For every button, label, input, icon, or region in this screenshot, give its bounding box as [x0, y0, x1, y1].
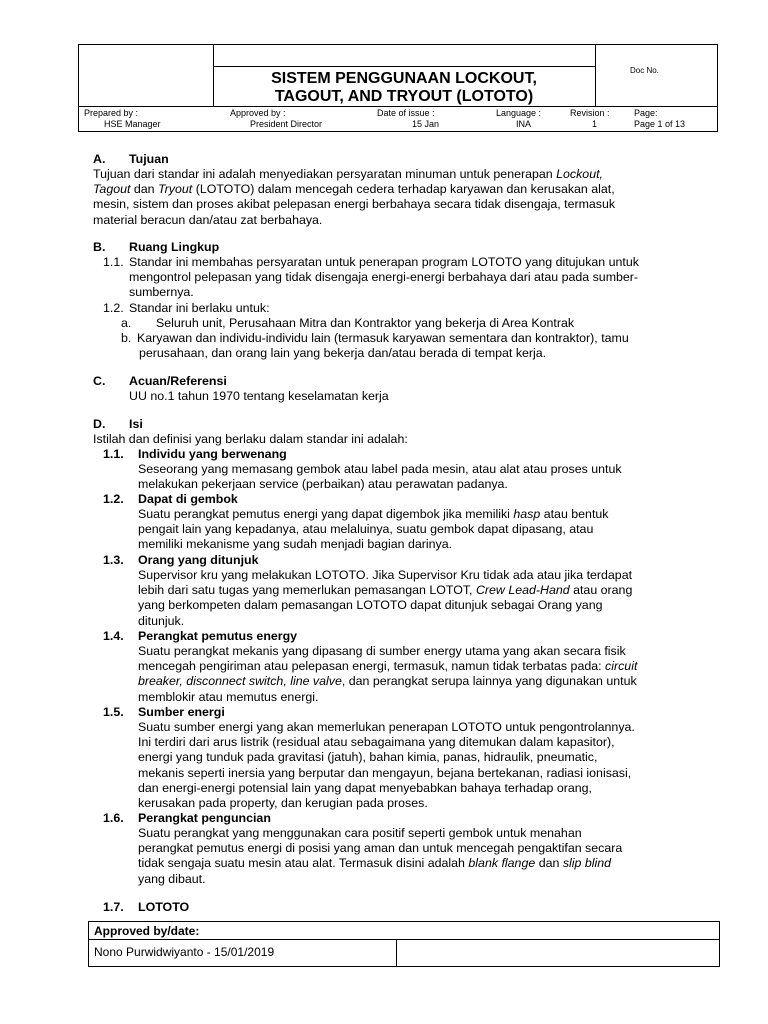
- definition-1-3-title: Orang yang ditunjuk: [138, 553, 259, 567]
- scope-sub-b-text: [137, 331, 720, 361]
- definition-1-5-line-5: dan energi-energi potensial lain yang dapat menyebabkan bahaya terhadap orang,: [138, 780, 592, 795]
- definition-1-6-number: 1.6.: [103, 811, 124, 825]
- definition-1-4-text: [138, 644, 720, 705]
- definition-1-1-line-2: melakukan pekerjaan service (perbaikan) atau perawatan padanya.: [138, 477, 508, 492]
- scope-item-1-number: 1.1.: [103, 255, 124, 269]
- section-a-paragraph: [93, 167, 720, 228]
- section-a-number: A.: [93, 152, 106, 166]
- definition-1-1-number: 1.1.: [103, 447, 124, 461]
- approval-column-divider: [396, 940, 397, 966]
- definition-1-3-number: 1.3.: [103, 553, 124, 567]
- revision-value: 1: [592, 119, 598, 129]
- definition-1-5-title: Sumber energi: [138, 705, 225, 719]
- definition-1-1-line-1: Seseorang yang memasang gembok atau label pada mesin, atau alat atau proses untuk: [138, 462, 622, 476]
- definition-1-3-line-4: ditunjuk.: [138, 613, 185, 628]
- prepared-by-value: HSE Manager: [104, 119, 161, 129]
- section-c-reference: UU no.1 tahun 1970 tentang keselamatan kerja: [129, 389, 389, 403]
- scope-item-1-text: [129, 255, 720, 301]
- definition-1-2-number: 1.2.: [103, 492, 124, 506]
- definition-1-2-line-1: Suatu perangkat pemutus energi yang dapat digembok jika memiliki hasp atau bentuk: [138, 507, 609, 521]
- language-label: Language :: [496, 108, 542, 118]
- scope-item-1-line-1: Standar ini membahas persyaratan untuk penerapan program LOTOTO yang ditujukan untuk: [129, 255, 639, 269]
- section-a-line-2: Tagout dan Tryout (LOTOTO) dalam mencegah cedera terhadap karyawan dan kerusakan alat,: [93, 182, 615, 197]
- scope-item-2-text: Standar ini berlaku untuk:: [129, 301, 270, 315]
- definition-1-2-title: Dapat di gembok: [138, 492, 238, 506]
- definition-1-4-title: Perangkat pemutus energy: [138, 629, 298, 643]
- revision-label: Revision :: [570, 108, 610, 118]
- approval-label: Approved by/date:: [94, 924, 200, 938]
- definition-1-6-line-1: Suatu perangkat yang menggunakan cara positif seperti gembok untuk menahan: [138, 826, 582, 840]
- approval-divider: [89, 939, 719, 940]
- section-a-line-3: mesin, sistem dan proses akibat pelepasan energi berbahaya secara tidak disengaja, termasuk: [93, 197, 616, 212]
- definition-1-6-text: [138, 826, 720, 887]
- section-d-number: D.: [93, 417, 106, 431]
- approved-by-label: Approved by :: [230, 108, 286, 118]
- section-a-line-4: material beracun dan/atau zat berbahaya.: [93, 212, 323, 227]
- section-c-number: C.: [93, 374, 106, 388]
- doc-no-label: Doc No.: [630, 66, 659, 75]
- scope-sub-b-line-1: Karyawan dan individu-individu lain (termasuk karyawan sementara dan kontraktor), tamu: [137, 331, 629, 345]
- definition-1-5-line-4: mekanis seperti inersia yang berputar dan mengayun, bejana bertekanan, radiasi ionisasi,: [138, 765, 632, 780]
- section-c-title: Acuan/Referensi: [129, 374, 227, 388]
- approval-box: [88, 921, 720, 967]
- document-title: [214, 70, 594, 106]
- definition-1-4-line-3: breaker, disconnect switch, line valve, dan perangkat serupa lainnya yang digunakan untuk: [138, 674, 637, 689]
- section-b-title: Ruang Lingkup: [129, 240, 220, 254]
- definition-1-6-title: Perangkat penguncian: [138, 811, 271, 825]
- page-value: Page 1 of 13: [634, 119, 686, 129]
- date-of-issue-value: 15 Jan: [412, 119, 440, 129]
- definition-1-1-title: Individu yang berwenang: [138, 447, 287, 461]
- definition-1-5-line-6: kerusakan pada property, dan kerugian pada proses.: [138, 796, 428, 811]
- definition-1-4-line-1: Suatu perangkat mekanis yang dipasang di sumber energy utama yang akan secara fisik: [138, 644, 626, 658]
- section-a-line-1: Tujuan dari standar ini adalah menyediakan persyaratan minuman untuk penerapan Lockout,: [93, 167, 603, 181]
- section-d-title: Isi: [129, 417, 143, 431]
- scope-sub-a-number: a.: [121, 316, 132, 330]
- definition-1-5-line-1: Suatu sumber energi yang akan memerlukan penerapan LOTOTO untuk pengontrolannya.: [138, 720, 635, 734]
- definition-1-3-line-2: lebih dari satu tugas yang memerlukan pemasangan LOTOT, Crew Lead-Hand atau orang: [138, 583, 633, 598]
- prepared-by-label: Prepared by :: [84, 108, 139, 118]
- definition-1-6-line-4: yang dibaut.: [138, 871, 206, 886]
- definition-1-3-text: [138, 568, 720, 629]
- definition-1-5-line-3: energi yang tunduk pada gravitasi (jatuh), bahan kimia, panas, hidraulik, pneumatic,: [138, 750, 598, 765]
- date-of-issue-label: Date of issue :: [377, 108, 435, 118]
- section-b-number: B.: [93, 240, 106, 254]
- section-d-intro: Istilah dan definisi yang berlaku dalam standar ini adalah:: [93, 432, 408, 446]
- title-line-2: TAGOUT, AND TRYOUT (LOTOTO): [274, 88, 534, 105]
- definition-1-4-line-2: mencegah pengiriman atau pelepasan energi, termasuk, namun tidak terbatas pada: circuit: [138, 659, 638, 674]
- definition-1-4-number: 1.4.: [103, 629, 124, 643]
- definition-1-5-text: [138, 720, 720, 811]
- definition-1-7-number: 1.7.: [103, 900, 124, 914]
- scope-item-1-line-3: sumbernya.: [129, 285, 194, 300]
- definition-1-6-line-2: perangkat pemutus energi di posisi yang aman dan untuk mencegah pengaktifan secara: [138, 841, 623, 856]
- page-label: Page:: [634, 108, 658, 118]
- language-value: INA: [516, 119, 532, 129]
- definition-1-5-number: 1.5.: [103, 705, 124, 719]
- scope-sub-a-text: Seluruh unit, Perusahaan Mitra dan Kontraktor yang bekerja di Area Kontrak: [156, 316, 575, 330]
- scope-sub-b-number: b.: [121, 331, 132, 345]
- definition-1-1-text: [138, 462, 720, 492]
- definition-1-4-line-4: memblokir atau memutus energi.: [138, 689, 319, 704]
- definition-1-2-line-2: pengait lain yang kepadanya, atau melaluinya, suatu gembok dapat dipasang, atau: [138, 522, 594, 537]
- definition-1-3-line-1: Supervisor kru yang melakukan LOTOTO. Jika Supervisor Kru tidak ada atau jika terdapat: [138, 568, 633, 582]
- section-a-title: Tujuan: [129, 152, 169, 166]
- approved-by-value: President Director: [250, 119, 323, 129]
- definition-1-7-title: LOTOTO: [138, 900, 190, 914]
- definition-1-6-line-3: tidak sengaja suatu mesin atau alat. Termasuk disini adalah blank flange dan slip blind: [138, 856, 612, 871]
- scope-item-2-number: 1.2.: [103, 301, 124, 315]
- definition-1-5-line-2: Ini terdiri dari arus listrik (residual atau sebagaimana yang ditemukan dalam kapasitor),: [138, 735, 615, 750]
- definition-1-3-line-3: yang berkompeten dalam pemasangan LOTOTO dapat ditunjuk sebagai Orang yang: [138, 598, 603, 613]
- definition-1-2-text: [138, 507, 720, 553]
- approval-value: Nono Purwidwiyanto - 15/01/2019: [94, 945, 275, 959]
- scope-item-1-line-2: mengontrol pelepasan yang tidak disengaja energi-energi berbahaya dari atau pada sumber-: [129, 270, 639, 285]
- definition-1-2-line-3: memiliki mekanisme yang sudah menjadi bagian darinya.: [138, 537, 453, 552]
- title-line-1: SISTEM PENGGUNAAN LOCKOUT,: [271, 70, 537, 87]
- scope-sub-b-line-2: perusahaan, dan orang lain yang bekerja dan/atau berada di tempat kerja.: [139, 346, 547, 361]
